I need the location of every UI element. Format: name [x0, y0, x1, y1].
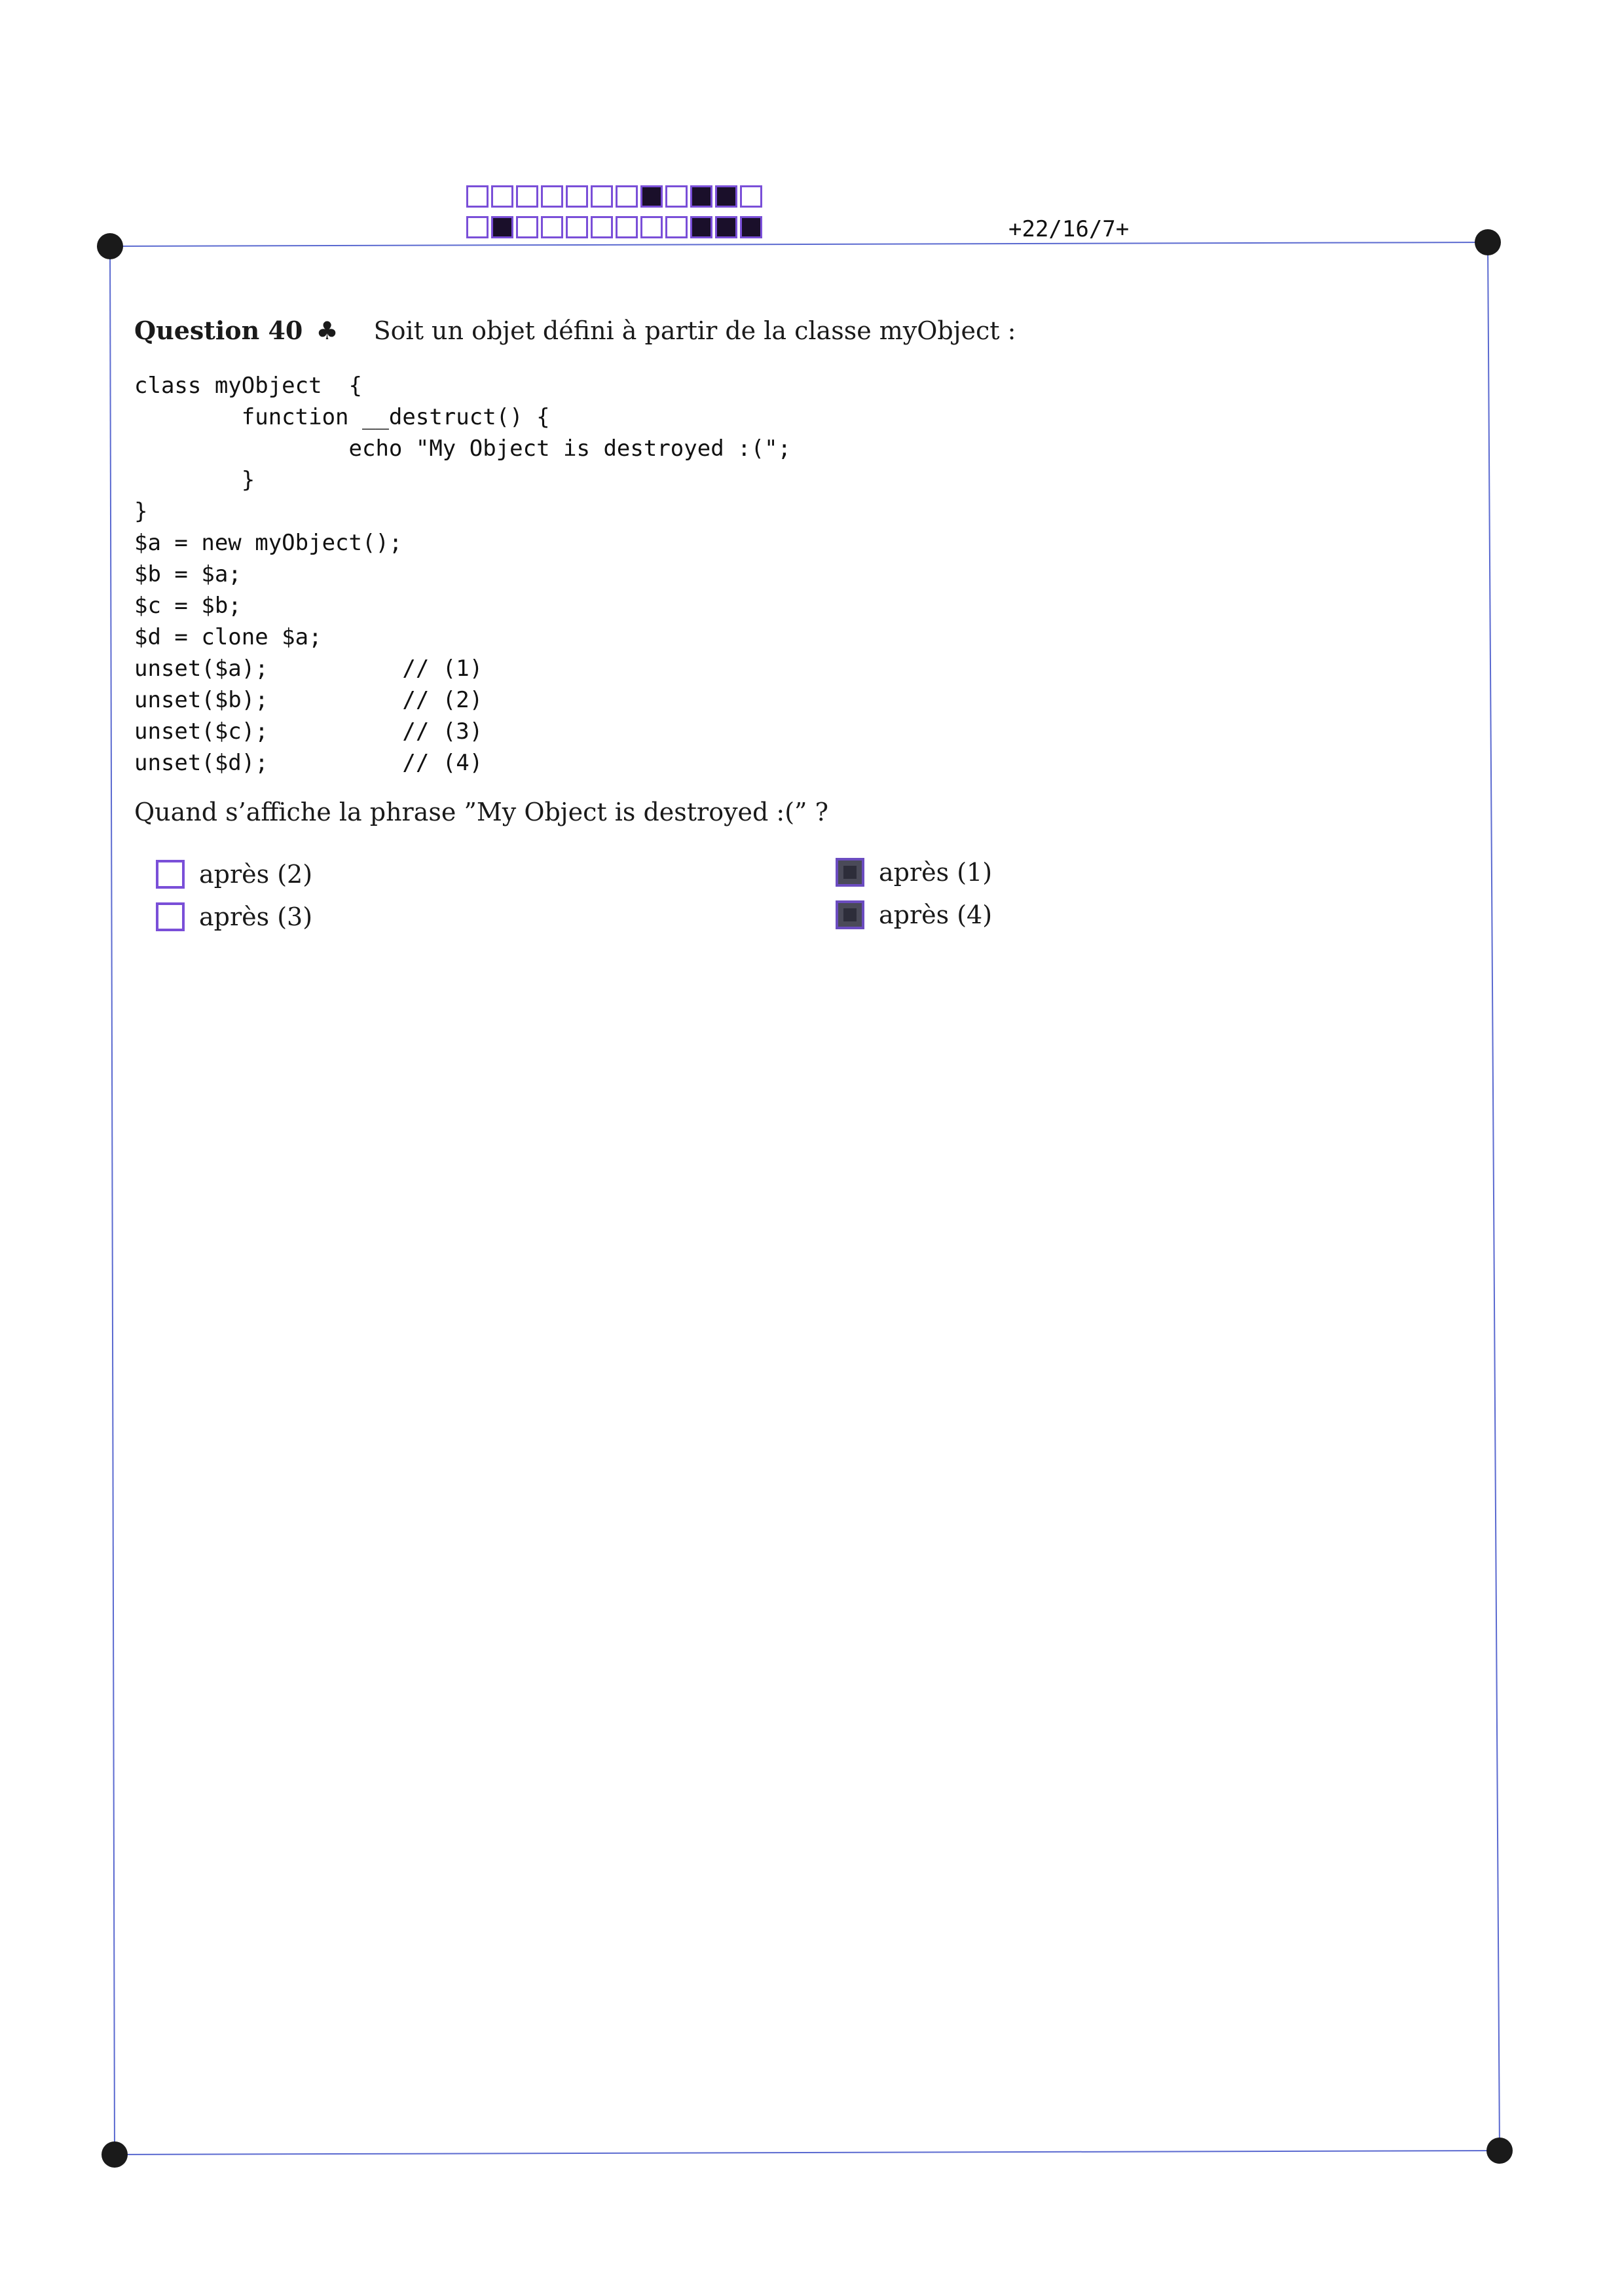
club-icon: ♣ [316, 316, 339, 345]
id-grid-cell [740, 185, 762, 208]
id-grid-cell [715, 185, 737, 208]
id-grid-cell [591, 216, 613, 238]
id-grid-cell [591, 185, 613, 208]
id-grid-cell [740, 216, 762, 238]
id-grid-cell [665, 216, 688, 238]
id-grid-cell [541, 185, 563, 208]
id-grid-cell [616, 216, 638, 238]
question-prompt: Soit un objet défini à partir de la classe myObject : [373, 316, 1016, 345]
id-grid-cell [491, 216, 513, 238]
checkbox[interactable] [156, 902, 185, 931]
id-grid-cell [516, 216, 538, 238]
id-grid-cell [516, 185, 538, 208]
question-label: Question 40 [134, 316, 303, 345]
checkbox[interactable] [156, 860, 185, 889]
id-grid-cell [616, 185, 638, 208]
answer-option[interactable] [156, 902, 312, 931]
id-grid-row-2 [466, 216, 765, 238]
id-grid-cell [466, 185, 489, 208]
question-header [134, 316, 1016, 345]
corner-marker-bottom-right [1486, 2138, 1513, 2164]
id-grid-cell [690, 185, 712, 208]
frame-right-line [1488, 242, 1500, 2151]
corner-marker-top-right [1475, 229, 1501, 255]
frame-bottom-line [115, 2151, 1500, 2155]
id-grid-cell [566, 216, 588, 238]
corner-marker-top-left [97, 233, 123, 259]
checkbox[interactable] [836, 858, 864, 887]
id-grid-cell [541, 216, 563, 238]
answer-label: après (3) [199, 902, 313, 931]
id-grid-cell [566, 185, 588, 208]
answer-label: après (1) [879, 858, 993, 887]
id-grid-cell [665, 185, 688, 208]
id-grid-cell [491, 185, 513, 208]
answer-option[interactable] [156, 860, 312, 889]
id-grid-row-1 [466, 185, 765, 208]
id-grid-cell [690, 216, 712, 238]
answer-label: après (4) [879, 900, 993, 929]
answer-option[interactable] [836, 900, 992, 929]
code-block: class myObject { function __destruct() { echo "My Object is destroyed :("; } } $a = new myObject(); $b = $a; $c = $b; $d = clone $a; unset($a); // (1) unset($b); // (2) unset($c); // (3) unset($d); // (4) [134, 373, 792, 776]
id-grid-cell [466, 216, 489, 238]
question-text: Quand s’affiche la phrase ”My Object is destroyed :(” ? [134, 798, 828, 826]
id-grid-cell [640, 216, 663, 238]
id-grid-cell [715, 216, 737, 238]
page-id: +22/16/7+ [1008, 216, 1130, 242]
checkbox[interactable] [836, 900, 864, 929]
answer-option[interactable] [836, 858, 992, 887]
answer-label: après (2) [199, 860, 313, 889]
corner-marker-bottom-left [101, 2141, 128, 2168]
id-grid-cell [640, 185, 663, 208]
frame-top-line [110, 242, 1488, 246]
frame-left-line [110, 246, 115, 2155]
